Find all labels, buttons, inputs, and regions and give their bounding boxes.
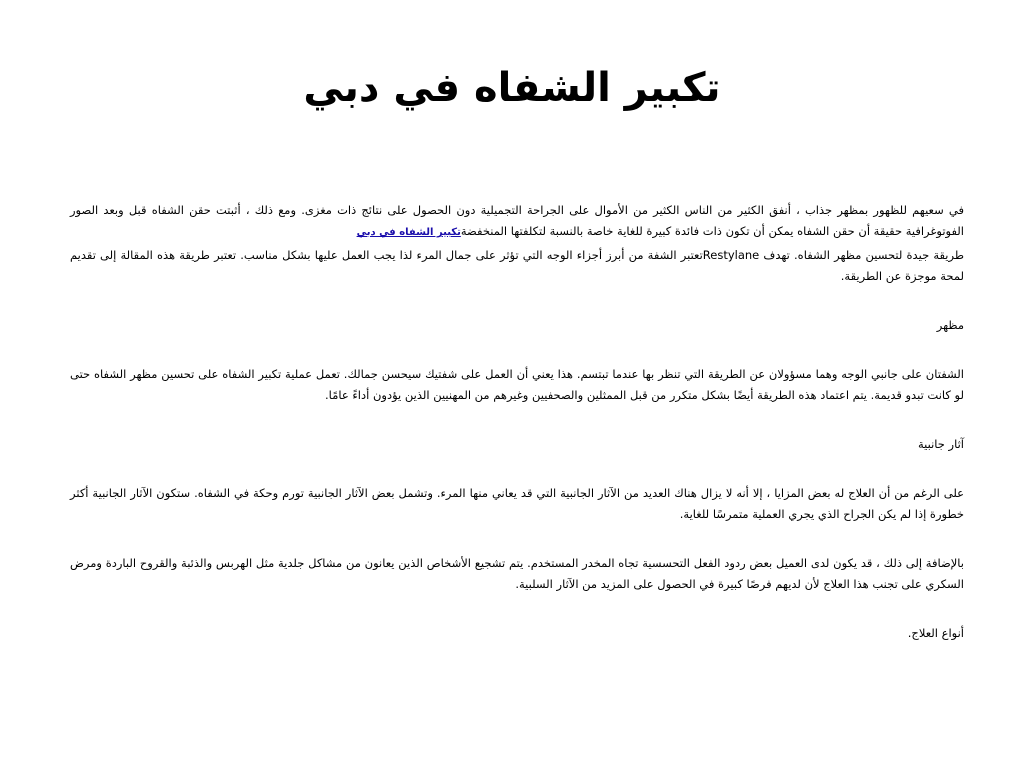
spacer (70, 455, 964, 483)
restylane-brand: Restylane (702, 248, 760, 262)
spacer (70, 287, 964, 315)
spacer (70, 595, 964, 623)
lip-enlargement-link[interactable]: تكبير الشفاه في دبي (356, 227, 461, 238)
heading-appearance: مظهر (936, 318, 964, 332)
restylane-text-start: طريقة جيدة لتحسين مظهر الشفاه. تهدف (759, 248, 965, 262)
appearance-paragraph: الشفتان على جانبي الوجه وهما مسؤولان عن الطريقة التي تنظر بها عندما تبتسم. هذا يعني أن العمل على شفتيك سيحسن جمالك. تعمل عملية تكبير الشفاه على تحسين مظهر الشفاه حتى لو كانت تبدو قديمة. يتم اعتماد هذه الطريقة أيضًا بشكل متكرر من قبل الممثلين والصحفيين وغيرهم من المهنيين الذين يؤدون أداءً عامًا. (70, 367, 964, 402)
spacer (70, 336, 964, 364)
heading-treatment-types: أنواع العلاج. (907, 626, 964, 640)
side-effects-paragraph: على الرغم من أن العلاج له بعض المزايا ، إلا أنه لا يزال هناك العديد من الآثار الجانبية التي قد يعاني منها المرء. وتشمل بعض الآثار الجانبية تورم وحكة في الشفاه. ستكون الآثار الجانبية أكثر خطورة إذا لم يكن الجراح الذي يجري العملية متمرسًا للغاية. (70, 486, 964, 521)
spacer (70, 525, 964, 553)
page-title: تكبير الشفاه في دبي (303, 65, 721, 111)
intro-paragraph (70, 200, 964, 243)
heading-side-effects: آثار جانبية (917, 437, 964, 451)
spacer (70, 406, 964, 434)
article-body (70, 200, 964, 644)
intro-text: في سعيهم للظهور بمظهر جذاب ، أنفق الكثير من الناس الكثير من الأموال على الجراحة التجميلية دون الحصول على نتائج ذات مغزى. ومع ذلك ، أثبتت حقن الشفاه قبل وبعد الصور الفوتوغرافية حقيقة أن حقن الشفاه يمكن أن تكون ذات فائدة كبيرة للغاية خاصة بالنسبة لتكلفتها المنخفضة (70, 203, 964, 238)
restylane-paragraph (70, 245, 964, 287)
allergy-paragraph: بالإضافة إلى ذلك ، قد يكون لدى العميل بعض ردود الفعل التحسسية تجاه المخدر المستخدم. يتم تشجيع الأشخاص الذين يعانون من مشاكل جلدية مثل الهربس والذئبة والقروح الباردة ومرض السكري على تجنب هذا العلاج لأن لديهم فرصًا كبيرة في الحصول على المزيد من الآثار السلبية. (70, 556, 964, 591)
restylane-text-end: تعتبر الشفة من أبرز أجزاء الوجه التي تؤثر على جمال المرء لذا يجب العمل عليها بشكل مناسب. تعتبر طريقة هذه المقالة إلى تقديم لمحة موجزة عن الطريقة. (70, 248, 964, 283)
